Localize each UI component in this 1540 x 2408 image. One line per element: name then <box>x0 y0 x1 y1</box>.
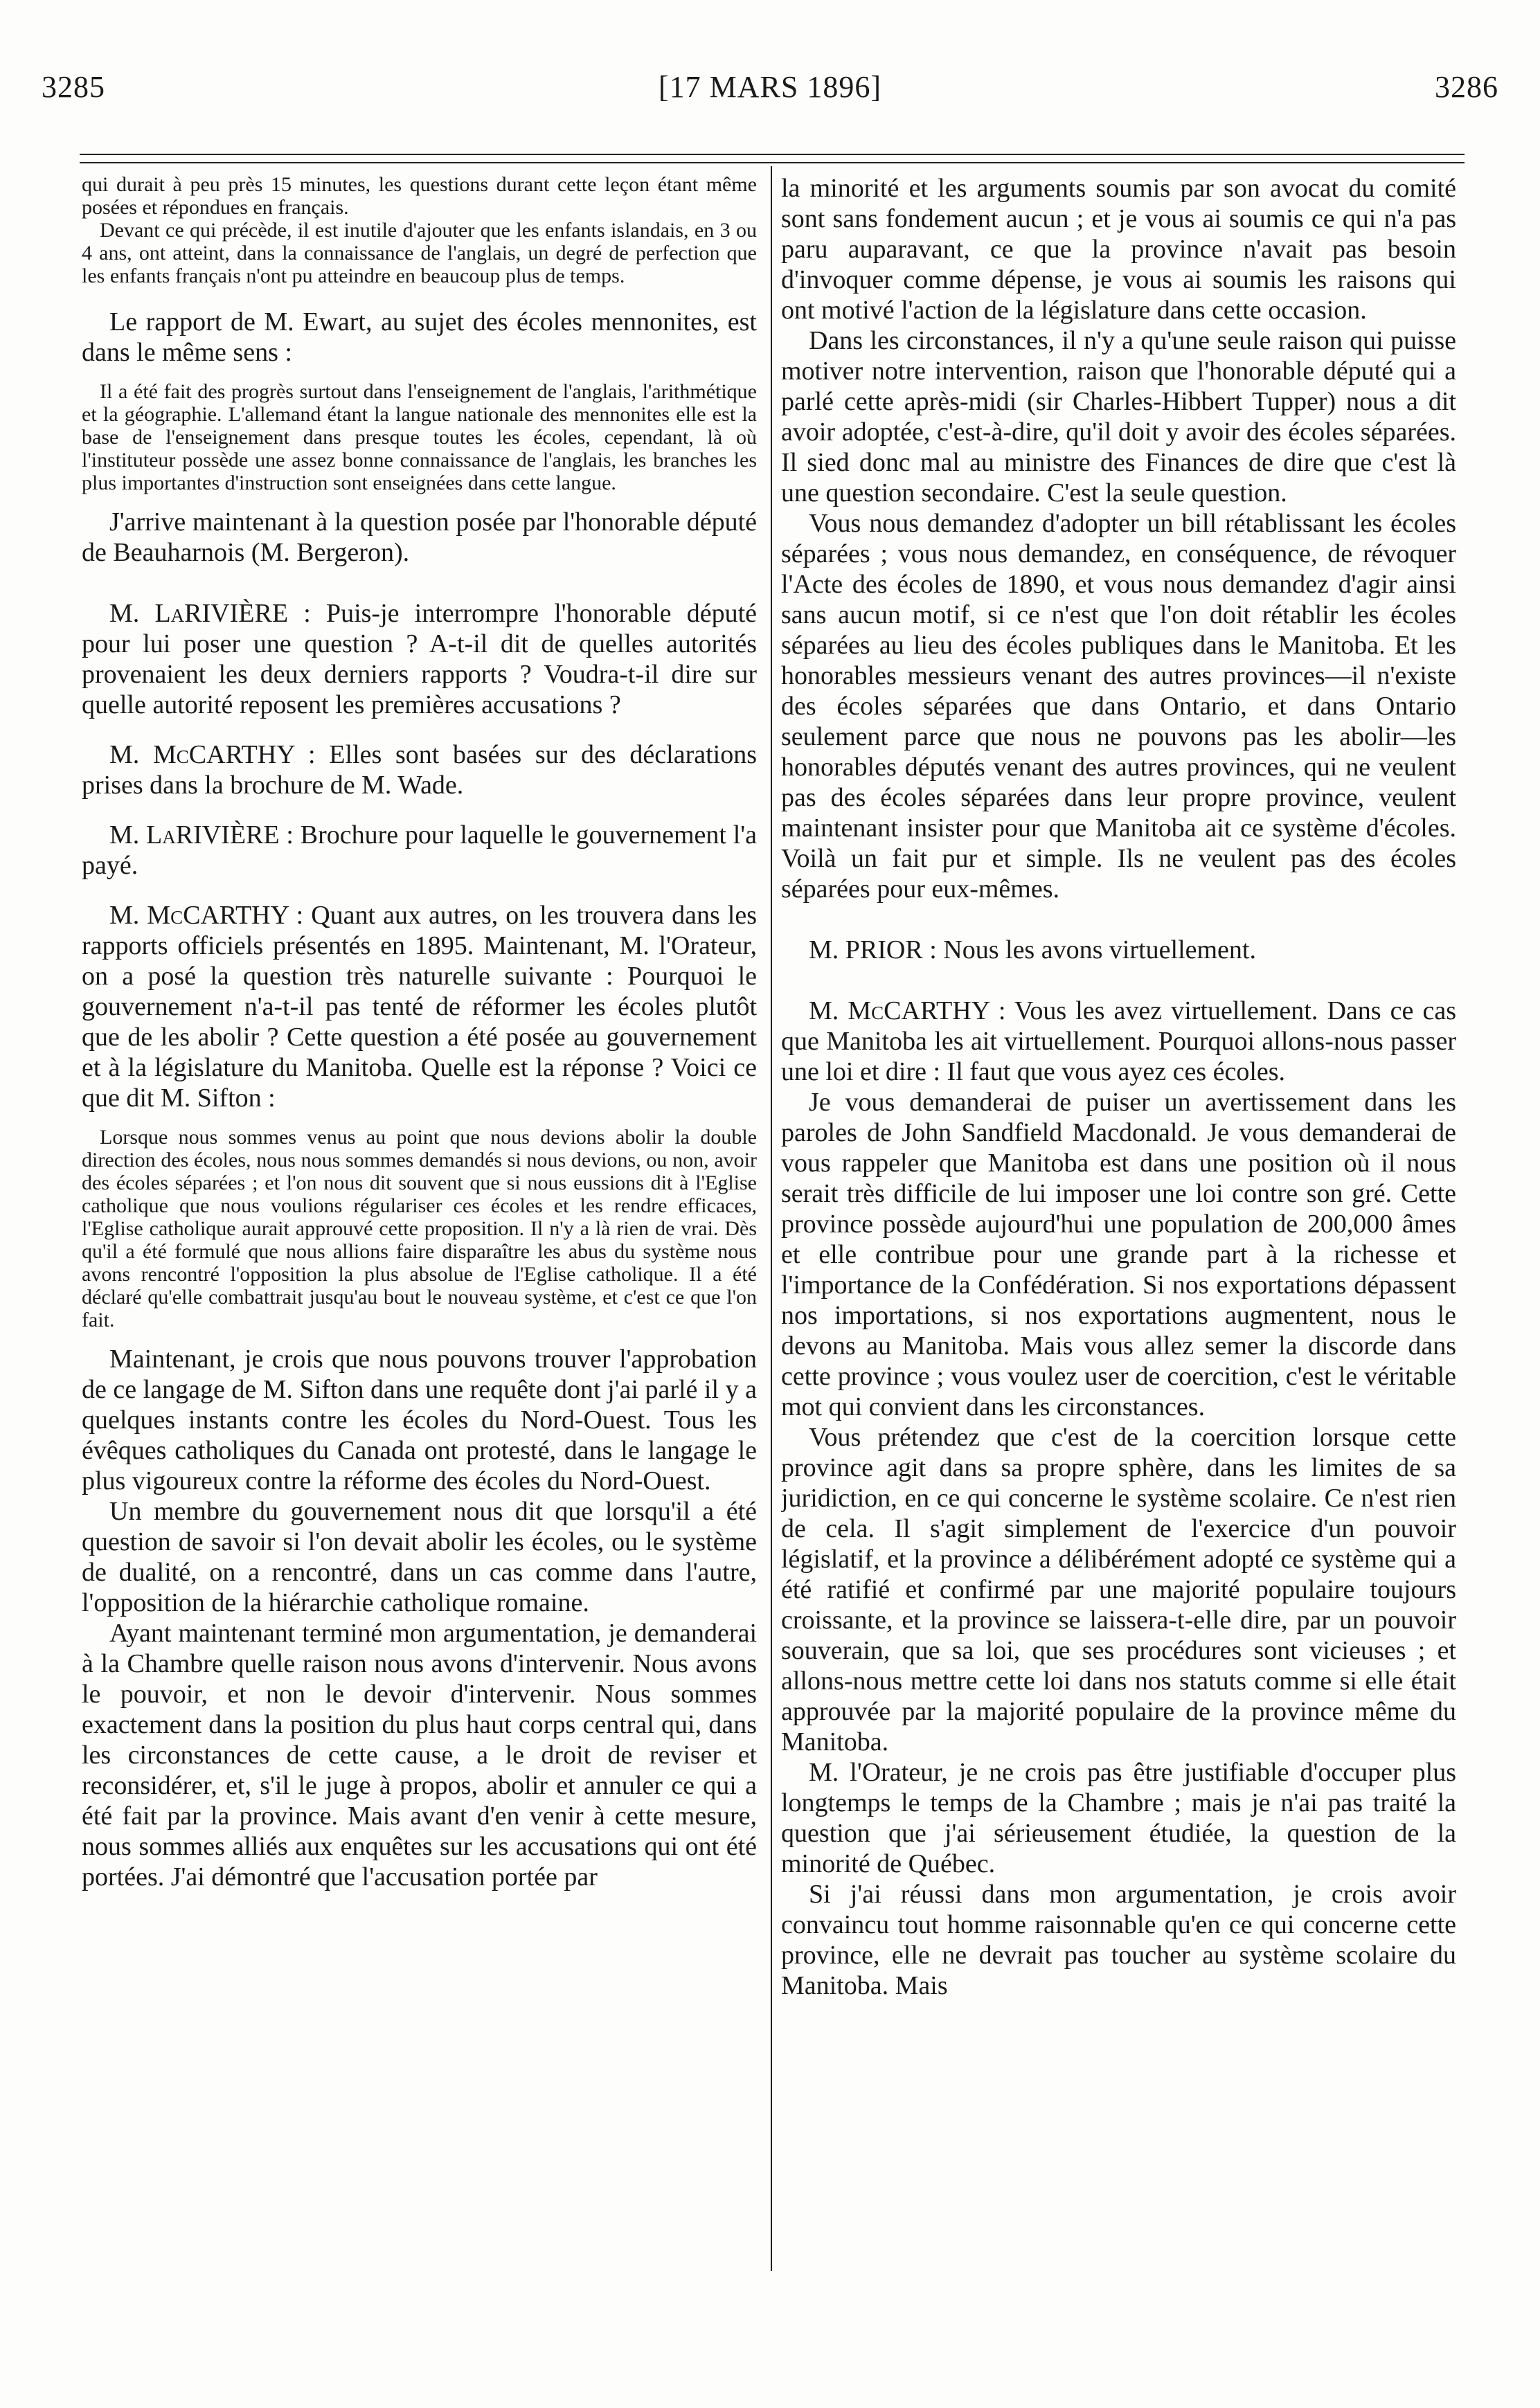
speaker-text: Brochure pour laquelle le gouvernement l'a payé. <box>82 820 757 880</box>
speech-paragraph: Je vous demanderai de puiser un avertissement dans les paroles de John Sandfield Macdonald. Je vous demanderai de vous rappeler que Manitoba est dans une position où il nous serait très difficile de lui imposer une loi contre son gré. Cette province possède aujourd'hui une population de 200,000 âmes et elle contribue pour une grande part à la richesse et l'importance de la Confédération. Si nos exportations dépassent nos importations, si nos exportations augmentent, nous le devons au Manitoba. Mais vous allez semer la discorde dans cette province ; vous voulez user de coercition, c'est le véritable mot qui convient dans les circonstances. <box>781 1088 1456 1421</box>
speaker-name: M. McCARTHY : <box>109 740 316 769</box>
speech-paragraph: Le rapport de M. Ewart, au sujet des écoles mennonites, est dans le même sens : <box>82 307 757 367</box>
speech-paragraph: la minorité et les arguments soumis par son avocat du comité sont sans fondement aucun ; et je vous ai soumis ce qui n'a pas paru auparavant, ce que la province n'avait pas besoin d'invoquer comme dépense, je vous ai soumis les raisons qui ont motivé l'action de la législature dans cette occasion. <box>781 174 1456 325</box>
speech-paragraph: Un membre du gouvernement nous dit que lorsqu'il a été question de savoir si l'on devait abolir les écoles, ou le système de dualité, on a rencontré, dans un cas comme dans l'autre, l'opposition de la hiérarchie catholique romaine. <box>82 1497 757 1617</box>
page-number-left: 3285 <box>42 70 105 104</box>
speaker-name: M. McCARTHY : <box>809 996 1006 1025</box>
speaker-name: M. LaRIVIÈRE : <box>109 599 311 628</box>
speaker-text: Quant aux autres, on les trouvera dans les rapports officiels présentés en 1895. Maintenant, M. l'Orateur, on a posé la question très naturelle suivante : Pourquoi le gouvernement n'a-t-il pas tenté de réformer les écoles plutôt que de les abolir ? Cette question a été posée au gouvernement et à la législature du Manitoba. Quelle est la réponse ? Voici ce que dit M. Sifton : <box>82 901 757 1113</box>
page-number-right: 3286 <box>1435 70 1498 104</box>
speech-paragraph: Vous nous demandez d'adopter un bill rétablissant les écoles séparées ; vous nous demandez, en conséquence, de révoquer l'Acte des écoles de 1890, et vous nous demandez d'agir ainsi sans aucun motif, si ce n'est que l'on doit rétablir les écoles séparées au lieu des écoles publiques dans le Manitoba. Et les honorables messieurs venant des autres provinces—il n'existe des écoles séparées que dans Ontario, et dans Ontario seulement parce que nous ne pouvons pas les abolir—les honorables députés venant des autres provinces, qui ne veulent pas des écoles séparées dans leur propre province, veulent maintenant insister pour que Manitoba ait ce système d'écoles. Voilà un fait pur et simple. Ils ne veulent pas des écoles séparées pour eux-mêmes. <box>781 509 1456 904</box>
column-divider <box>771 166 772 2271</box>
speaker-name: M. LaRIVIÈRE : <box>109 820 294 850</box>
speaker-text: Vous les avez virtuellement. Dans ce cas que Manitoba les ait virtuellement. Pourquoi allons-nous passer une loi et dire : Il faut que vous ayez ces écoles. <box>781 996 1456 1086</box>
speaker-entry <box>781 996 1456 1087</box>
header-rule-bottom <box>80 162 1465 163</box>
quote-paragraph: qui durait à peu près 15 minutes, les questions durant cette leçon étant même posées et répondues en français. <box>82 173 757 219</box>
speech-paragraph: Si j'ai réussi dans mon argumentation, je crois avoir convaincu tout homme raisonnable qu'en ce qui concerne cette province, elle ne devrait pas toucher au système scolaire du Manitoba. Mais <box>781 1880 1456 2000</box>
speech-paragraph: Maintenant, je crois que nous pouvons trouver l'approbation de ce langage de M. Sifton dans une requête dont j'ai parlé il y a quelques instants contre les écoles du Nord-Ouest. Tous les évêques catholiques du Canada ont protesté, dans le langage le plus vigoureux contre la réforme des écoles du Nord-Ouest. <box>82 1345 757 1495</box>
speech-paragraph: Vous prétendez que c'est de la coercition lorsque cette province agit dans sa propre sphère, dans les limites de sa juridiction, en ce qui concerne le système scolaire. Ce n'est rien de cela. Il s'agit simplement de l'exercice d'un pouvoir législatif, et la province a délibérément adopté ce système qui a été ratifié et confirmé par une majorité populaire toujours croissante, et la province se laissera-t-elle dire, par un pouvoir souverain, que sa loi, que ses procédures sont vicieuses ; et allons-nous mettre cette loi dans nos statuts comme si elle était approuvée par la majorité populaire de la province même du Manitoba. <box>781 1423 1456 1756</box>
speaker-entry <box>82 598 757 720</box>
speaker-text: Puis-je interrompre l'honorable député pour lui poser une question ? A-t-il dit de quelles autorités provenaient les deux derniers rapports ? Voudra-t-il dire sur quelle autorité reposent les premières accusations ? <box>82 599 757 719</box>
speaker-entry <box>82 739 757 800</box>
quote-paragraph: Lorsque nous sommes venus au point que nous devions abolir la double direction des écoles, nous nous sommes demandés si nous devions, ou non, avoir des écoles séparées ; et l'on nous dit souvent que si nous eussions dit à l'Eglise catholique que nous voulions régulariser ces écoles et les rendre efficaces, l'Eglise catholique aurait approuvé cette proposition. Il n'y a là rien de vrai. Dès qu'il a été formulé que nous allions faire disparaître les abus du système nous avons rencontré l'opposition la plus absolue de l'Eglise catholique. Il a été déclaré qu'elle combattrait jusqu'au bout le nouveau système, et c'est ce que l'on fait. <box>82 1126 757 1331</box>
header-date: [17 MARS 1896] <box>658 70 882 104</box>
speaker-name: M. McCARTHY : <box>109 901 304 930</box>
speaker-name: M. PRIOR : <box>809 935 937 964</box>
speaker-entry <box>82 900 757 1113</box>
right-column <box>781 173 1456 2271</box>
header-rule-top <box>80 154 1465 155</box>
running-header <box>42 69 1498 125</box>
left-column <box>82 173 757 2271</box>
speaker-text: Elles sont basées sur des déclarations prises dans la brochure de M. Wade. <box>82 740 757 800</box>
speech-paragraph: J'arrive maintenant à la question posée par l'honorable député de Beauharnois (M. Bergeron). <box>82 507 757 567</box>
speech-paragraph: M. l'Orateur, je ne crois pas être justifiable d'occuper plus longtemps le temps de la Chambre ; mais je n'ai pas traité la question que j'ai sérieusement étudiée, la question de la minorité de Québec. <box>781 1758 1456 1878</box>
quote-paragraph: Devant ce qui précède, il est inutile d'ajouter que les enfants islandais, en 3 ou 4 ans, ont atteint, dans la connaissance de l'anglais, un degré de perfection que les enfants français n'ont pu atteindre en beaucoup plus de temps. <box>82 219 757 287</box>
speaker-text: Nous les avons virtuellement. <box>943 935 1256 964</box>
speaker-entry <box>781 935 1456 965</box>
speech-paragraph: Dans les circonstances, il n'y a qu'une seule raison qui puisse motiver notre intervention, raison que l'honorable député qui a parlé cette après-midi (sir Charles-Hibbert Tupper) nous a dit avoir adoptée, c'est-à-dire, qu'il doit y avoir des écoles séparées. Il sied donc mal au ministre des Finances de dire que c'est là une question secondaire. C'est la seule question. <box>781 326 1456 507</box>
quote-paragraph: Il a été fait des progrès surtout dans l'enseignement de l'anglais, l'arithmétique et la géographie. L'allemand étant la langue nationale des mennonites elle est la base de l'enseignement dans presque toutes les écoles, cependant, là où l'instituteur possède une assez bonne connaissance de l'anglais, les branches les plus importantes d'instruction sont enseignées dans cette langue. <box>82 380 757 494</box>
speaker-entry <box>82 820 757 881</box>
speech-paragraph: Ayant maintenant terminé mon argumentation, je demanderai à la Chambre quelle raison nous avons d'intervenir. Nous avons le pouvoir, et non le devoir d'intervenir. Nous sommes exactement dans la position du plus haut corps central qui, dans les circonstances de cette cause, a le droit de reviser et reconsidérer, et, s'il le juge à propos, abolir et annuler ce qui a été fait par la province. Mais avant d'en venir à cette mesure, nous sommes alliés aux enquêtes sur les accusations qui ont été portées. J'ai démontré que l'accusation portée par <box>82 1619 757 1892</box>
